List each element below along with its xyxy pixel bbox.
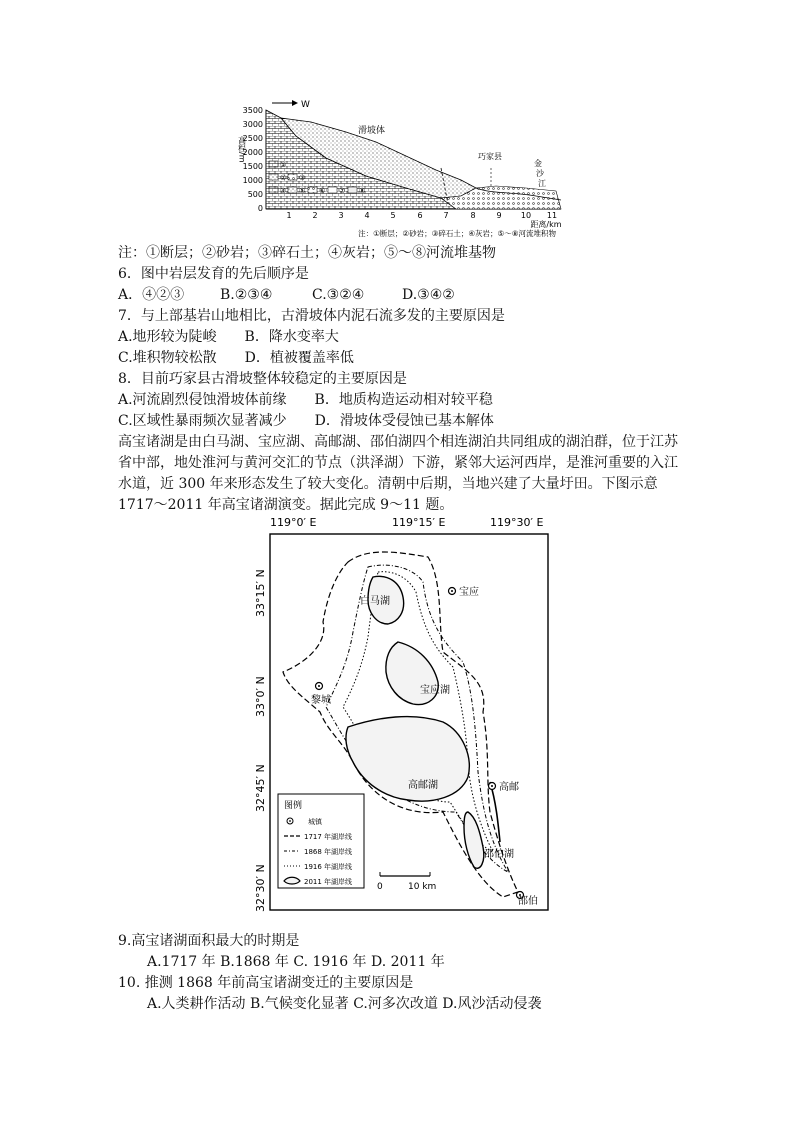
option-b: B.②③④: [220, 287, 273, 303]
legend-mark: ⑦: [339, 187, 346, 195]
river-label: 金: [534, 159, 542, 168]
lon-label: 119°15′ E: [392, 516, 446, 529]
landslide-label: 滑坡体: [358, 126, 386, 136]
y-tick: 2000: [242, 148, 263, 157]
x-tick: 4: [364, 211, 370, 220]
x-tick: 6: [417, 211, 423, 220]
scale-zero: 0: [377, 882, 383, 892]
question-7-options-line: C.堆积物较松散 D．植被覆盖率低: [118, 350, 354, 366]
lon-label: 119°0′ E: [270, 516, 317, 529]
legend-mark: ⑤: [299, 187, 306, 195]
question-6-stem: 6．图中岩层发育的先后顺序是: [118, 266, 309, 282]
question-8-stem: 8．目前巧家县古滑坡整体较稳定的主要原因是: [118, 371, 407, 387]
legend-mark: ⑥: [319, 187, 326, 195]
lon-label: 119°30′ E: [490, 516, 544, 529]
option-a: A．④②③: [118, 287, 185, 303]
legend-mark: ⑧: [359, 187, 366, 195]
y-tick: 500: [247, 190, 263, 199]
x-axis-label: 距离/km: [530, 220, 562, 229]
x-tick: 7: [443, 211, 449, 220]
question-10-stem: 10. 推测 1868 年前高宝诸湖变迁的主要原因是: [118, 975, 414, 991]
y-tick: 1500: [242, 162, 263, 171]
legend-item: 城镇: [308, 818, 322, 826]
x-tick: 5: [390, 211, 396, 220]
y-tick: 1000: [242, 176, 263, 185]
legend-item: 2011 年湖岸线: [304, 878, 353, 886]
scale-label: 10 km: [408, 882, 437, 892]
town-label: 宝应: [459, 587, 479, 598]
lake-label: 邵伯湖: [484, 849, 514, 860]
question-9-stem: 9.高宝诸湖面积最大的时期是: [118, 933, 300, 949]
town-label: 黎城: [311, 695, 331, 706]
x-tick: 3: [338, 211, 344, 220]
legend-mark: ②: [280, 174, 287, 182]
direction-label: W: [301, 100, 310, 110]
town-label: 邵伯: [518, 896, 538, 907]
town-label: 巧家县: [478, 152, 502, 161]
town-label: 高邮: [499, 782, 519, 793]
question-8-options-line: C.区域性暴雨频次显著减少 D．滑坡体受侵蚀已基本解体: [118, 413, 494, 429]
question-8-options-line: A.河流剧烈侵蚀滑坡体前缘 B．地质构造运动相对较平稳: [118, 392, 493, 408]
legend-title: 图例: [284, 801, 303, 811]
legend-item: 1916 年湖岸线: [304, 863, 353, 871]
question-9-options: A.1717 年 B.1868 年 C. 1916 年 D. 2011 年: [147, 954, 445, 970]
x-tick: 11: [546, 211, 558, 220]
option-d: D.③④②: [402, 287, 455, 303]
question-7-options-line: A.地形较为陡峻 B．降水变率大: [118, 329, 339, 345]
x-tick: 9: [496, 211, 502, 220]
lake-label: 白马湖: [360, 596, 390, 607]
question-7-stem: 7．与上部基岩山地相比，古滑坡体内泥石流多发的主要原因是: [118, 308, 505, 324]
profile-caption: 注：①断层；②砂岩；③碎石土；④灰岩；⑤～⑧河流堆积物: [358, 229, 556, 238]
lat-label: 32°30′ N: [254, 864, 267, 912]
lat-label: 32°45′ N: [254, 764, 267, 812]
lake-label: 宝应湖: [420, 685, 450, 696]
legend-mark: ①: [280, 161, 287, 169]
option-c: C.③②④: [312, 287, 365, 303]
question-10-options: A.人类耕作活动 B.气候变化显著 C.河多次改道 D.风沙活动侵袭: [147, 996, 542, 1012]
legend-item: 1717 年湖岸线: [304, 833, 353, 841]
y-tick: 3000: [242, 120, 263, 129]
note-line: 注：①断层；②砂岩；③碎石土；④灰岩；⑤～⑧河流堆基物: [118, 245, 496, 261]
x-tick: 8: [470, 211, 476, 220]
passage: 高宝诸湖是由白马湖、宝应湖、高邮湖、邵伯湖四个相连湖泊共同组成的湖泊群，位于江苏省中部，地处淮河与黄河交汇的节点（洪泽湖）下游，紧邻大运河西岸，是淮河重要的入江水道，近 300 年来形态发生了较大变化。清朝中后期，当地兴建了大量圩田。下图示意 1717～2011 年高宝诸湖演变。据此完成 9～11 题。: [118, 434, 678, 513]
river-label: 江: [538, 179, 546, 188]
x-tick: 2: [312, 211, 318, 220]
lat-label: 33°15′ N: [254, 569, 267, 617]
y-axis-label: 高程/m: [237, 136, 247, 163]
y-tick: 3500: [242, 106, 263, 115]
lake-label: 高邮湖: [408, 780, 438, 791]
geologic-profile-figure: [236, 96, 566, 240]
map-legend: [278, 794, 364, 888]
x-tick: 10: [520, 211, 532, 220]
legend-item: 1868 年湖岸线: [304, 848, 353, 856]
question-6-options: [118, 285, 455, 305]
legend-mark: ③: [299, 174, 306, 182]
legend-mark: ④: [280, 187, 287, 195]
y-tick: 2500: [242, 134, 263, 143]
y-tick: 0: [257, 204, 263, 213]
x-tick: 1: [286, 211, 292, 220]
lat-label: 33°0′ N: [254, 676, 267, 717]
lake-evolution-map: [228, 512, 558, 917]
river-label: 沙: [536, 169, 544, 178]
